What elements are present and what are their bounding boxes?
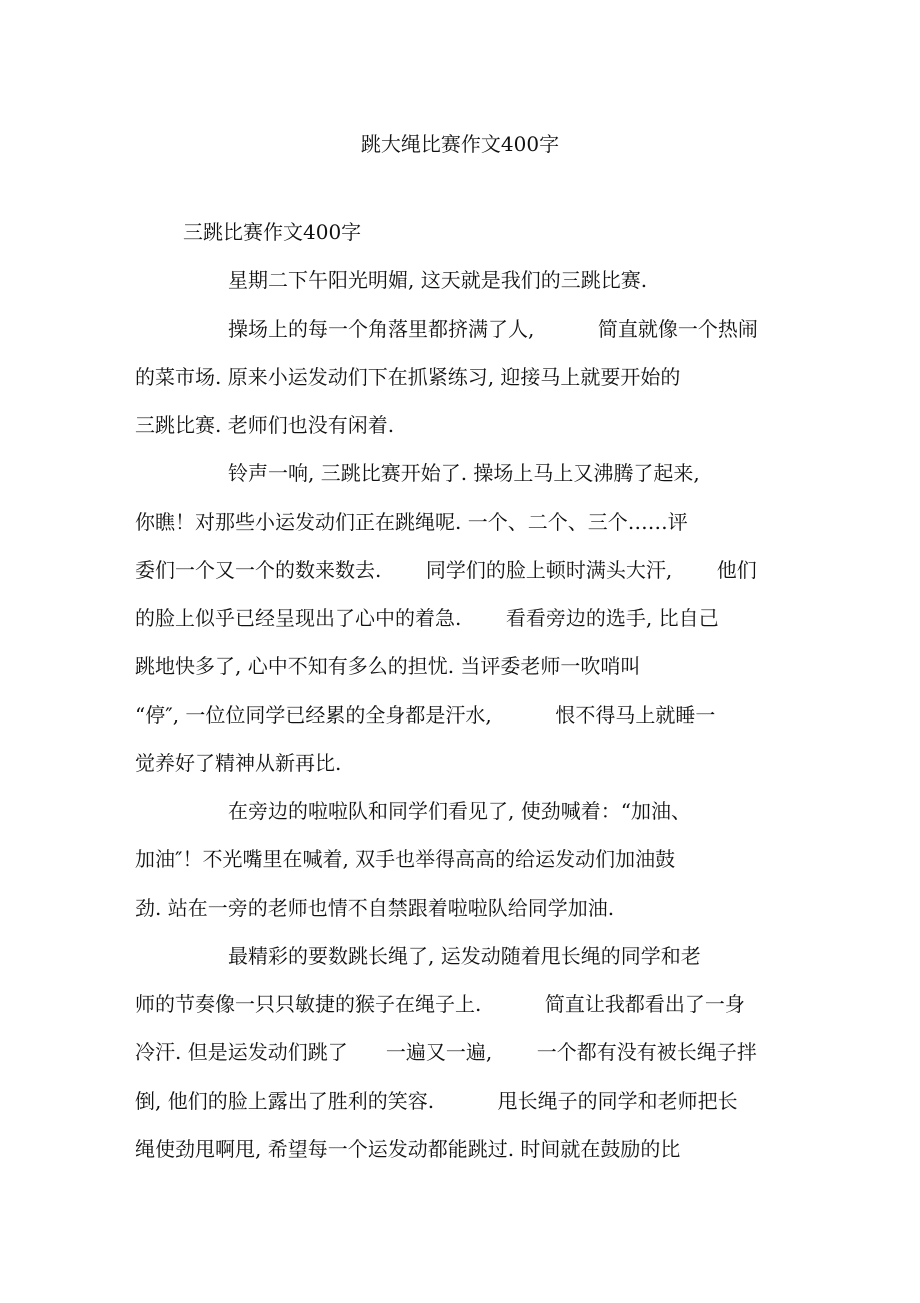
text-line: 觉养好了精神从新再比. <box>135 751 342 775</box>
essay-subtitle: 三跳比赛作文400字 <box>183 220 362 244</box>
text-line: “停″, 一位位同学已经累的全身都是汗水, 恨不得马上就睡一 <box>135 703 716 727</box>
text-line: 最精彩的要数跳长绳了, 运发动随着甩长绳的同学和老 <box>228 944 701 968</box>
text-line: 的菜市场. 原来小运发动们下在抓紧练习, 迎接马上就要开始的 <box>135 365 681 389</box>
text-line: 三跳比赛. 老师们也没有闲着. <box>135 413 395 437</box>
text-line: 绳使劲甩啊甩, 希望每一个运发动都能跳过. 时间就在鼓励的比 <box>135 1137 681 1161</box>
text-line: 加油″！不光嘴里在喊着, 双手也举得高高的给运发动们加油鼓 <box>135 847 676 871</box>
text-line: 倒, 他们的脸上露出了胜利的笑容. 甩长绳子的同学和老师把长 <box>135 1089 738 1113</box>
text-line: 劲. 站在一旁的老师也情不自禁跟着啦啦队给同学加油. <box>135 896 615 920</box>
text-line: 的脸上似乎已经呈现出了心中的着急. 看看旁边的选手, 比自己 <box>135 606 719 630</box>
text-line: 在旁边的啦啦队和同学们看见了, 使劲喊着：“加油、 <box>228 799 691 823</box>
text-line: 铃声一响, 三跳比赛开始了. 操场上马上又沸腾了起来, <box>228 461 700 485</box>
text-line: 星期二下午阳光明媚, 这天就是我们的三跳比赛. <box>228 268 648 292</box>
text-line: 你瞧！对那些小运发动们正在跳绳呢. 一个、二个、三个……评 <box>135 510 688 534</box>
text-line: 委们一个又一个的数来数去. 同学们的脸上顿时满头大汗, 他们 <box>135 558 757 582</box>
text-line: 跳地快多了, 心中不知有多么的担忧. 当评委老师一吹哨叫 <box>135 654 641 678</box>
text-line: 师的节奏像一只只敏捷的猴子在绳子上. 简直让我都看出了一身 <box>135 992 745 1016</box>
document-title: 跳大绳比赛作文400字 <box>360 132 560 156</box>
text-line: 操场上的每一个角落里都挤满了人, 简直就像一个热闹 <box>228 317 758 341</box>
text-line: 冷汗. 但是运发动们跳了 一遍又一遍, 一个都有没有被长绳子拌 <box>135 1040 757 1064</box>
